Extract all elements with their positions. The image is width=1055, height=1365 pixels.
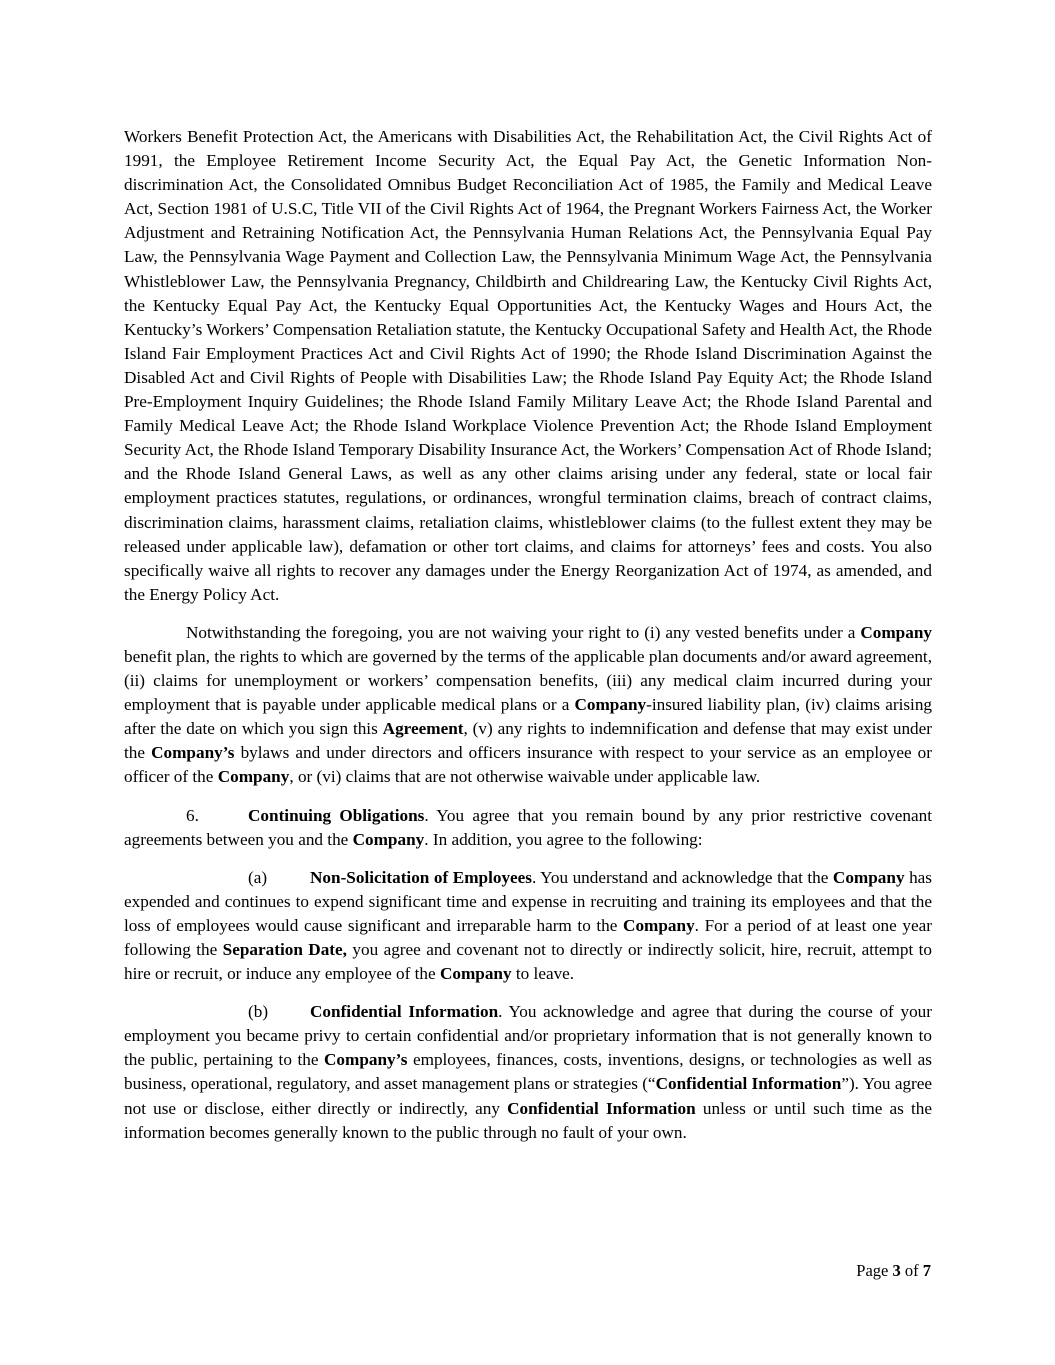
bold-term: Agreement: [382, 719, 464, 739]
text-segment: benefit plan, the rights to which are governed by the terms of the applicable plan documents and/or award agreement, (ii) claims for unemployment or workers’ compensation benefits, (iii) any medical claim incurred during your employment that is payable under applicable medical plans or a: [124, 646, 932, 715]
subsection-b-paragraph: [124, 1000, 932, 1145]
text-segment: , (v) any rights to indemnification and defense that may exist under the: [124, 719, 933, 763]
subsection-heading: Confidential Information: [310, 1002, 499, 1022]
text-segment: to leave.: [511, 964, 575, 984]
bold-term: Company: [832, 867, 905, 887]
text-segment: you agree and covenant not to directly or indirectly solicit, hire, recruit, attempt to hire or recruit, or induce any employee of the: [124, 940, 933, 984]
section-number: 6.: [186, 805, 199, 825]
bold-term: Confidential Information: [507, 1098, 696, 1118]
bold-term: Company’s: [151, 743, 235, 763]
text-segment: employees, finances, costs, inventions, designs, or technologies as well as business, operational, regulatory, and asset management plans or strategies (“: [124, 1050, 932, 1094]
current-page-number: 3: [892, 1261, 901, 1280]
bold-term: Company: [574, 695, 647, 715]
page-label: Page: [856, 1261, 893, 1280]
text-segment: has expended and continues to expend significant time and expense in recruiting and training its employees and that the loss of employees would cause significant and irreparable harm to the: [124, 867, 932, 935]
subsection-a-paragraph: [124, 866, 932, 986]
bold-term: Company: [860, 622, 932, 642]
notwithstanding-paragraph: [124, 621, 932, 790]
bold-term: Company: [439, 964, 512, 984]
section-heading: Continuing Obligations: [248, 805, 425, 825]
text-segment: unless or until such time as the information becomes generally known to the public through no fault of your own.: [124, 1098, 933, 1142]
bold-term: Company: [217, 767, 290, 787]
subsection-label: (a): [248, 867, 268, 887]
page-of-label: of: [900, 1261, 923, 1280]
bold-term: Company: [352, 829, 425, 849]
subsection-heading: Non-Solicitation of Employees: [310, 867, 532, 887]
text-segment: , or (vi) claims that are not otherwise waivable under applicable law.: [289, 767, 761, 787]
text-segment: -insured liability plan, (iv) claims arising after the date on which you sign this: [124, 695, 933, 739]
bold-term: Confidential Information: [655, 1074, 842, 1094]
text-segment: ”). You agree not use or disclose, either directly or indirectly, any: [124, 1074, 933, 1118]
bold-term: Separation Date,: [222, 940, 347, 959]
document-body: [124, 125, 932, 1159]
page-number-footer: [856, 1261, 931, 1281]
section-6-paragraph: [124, 804, 932, 852]
bold-term: Company: [623, 915, 695, 935]
text-segment: . For a period of at least one year following the: [124, 915, 932, 959]
text-segment: . You understand and acknowledge that the: [532, 867, 833, 887]
bold-term: Company’s: [324, 1050, 408, 1070]
total-page-count: 7: [922, 1261, 931, 1280]
text-segment: . You agree that you remain bound by any prior restrictive covenant agreements between you and the: [124, 805, 932, 849]
release-claims-paragraph: Workers Benefit Protection Act, the Americans with Disabilities Act, the Rehabilitation Act, the Civil Rights Act of 1991, the Employee Retirement Income Security Act, the Equal Pay Act, the Genetic Information Non-discrimination Act, the Consolidated Omnibus Budget Reconciliation Act of 1985, the Family and Medical Leave Act, Section 1981 of U.S.C, Title VII of the Civil Rights Act of 1964, the Pregnant Workers Fairness Act, the Worker Adjustment and Retraining Notification Act, the Pennsylvania Human Relations Act, the Pennsylvania Equal Pay Law, the Pennsylvania Wage Payment and Collection Law, the Pennsylvania Minimum Wage Act, the Pennsylvania Whistleblower Law, the Pennsylvania Pregnancy, Childbirth and Childrearing Law, the Kentucky Civil Rights Act, the Kentucky Equal Pay Act, the Kentucky Equal Opportunities Act, the Kentucky Wages and Hours Act, the Kentucky’s Workers’ Compensation Retaliation statute, the Kentucky Occupational Safety and Health Act, the Rhode Island Fair Employment Practices Act and Civil Rights Act of 1990; the Rhode Island Discrimination Against the Disabled Act and Civil Rights of People with Disabilities Law; the Rhode Island Pay Equity Act; the Rhode Island Pre-Employment Inquiry Guidelines; the Rhode Island Family Military Leave Act; the Rhode Island Parental and Family Medical Leave Act; the Rhode Island Workplace Violence Prevention Act; the Rhode Island Employment Security Act, the Rhode Island Temporary Disability Insurance Act, the Workers’ Compensation Act of Rhode Island; and the Rhode Island General Laws, as well as any other claims arising under any federal, state or local fair employment practices statutes, regulations, or ordinances, wrongful termination claims, breach of contract claims, discrimination claims, harassment claims, retaliation claims, whistleblower claims (to the fullest extent they may be released under applicable law), defamation or other tort claims, and claims for attorneys’ fees and costs. You also specifically waive all rights to recover any damages under the Energy Reorganization Act of 1974, as amended, and the Energy Policy Act.: [124, 127, 932, 604]
text-segment: bylaws and under directors and officers insurance with respect to your service as an employee or officer of the: [124, 743, 932, 787]
text-segment: . You acknowledge and agree that during the course of your employment you became privy to certain confidential and/or proprietary information that is not generally known to the public, pertaining to the: [124, 1002, 932, 1070]
text-segment: . In addition, you agree to the following:: [424, 829, 703, 849]
text-segment: Notwithstanding the foregoing, you are not waiving your right to (i) any vested benefits under a: [186, 622, 861, 642]
subsection-label: (b): [248, 1002, 269, 1022]
